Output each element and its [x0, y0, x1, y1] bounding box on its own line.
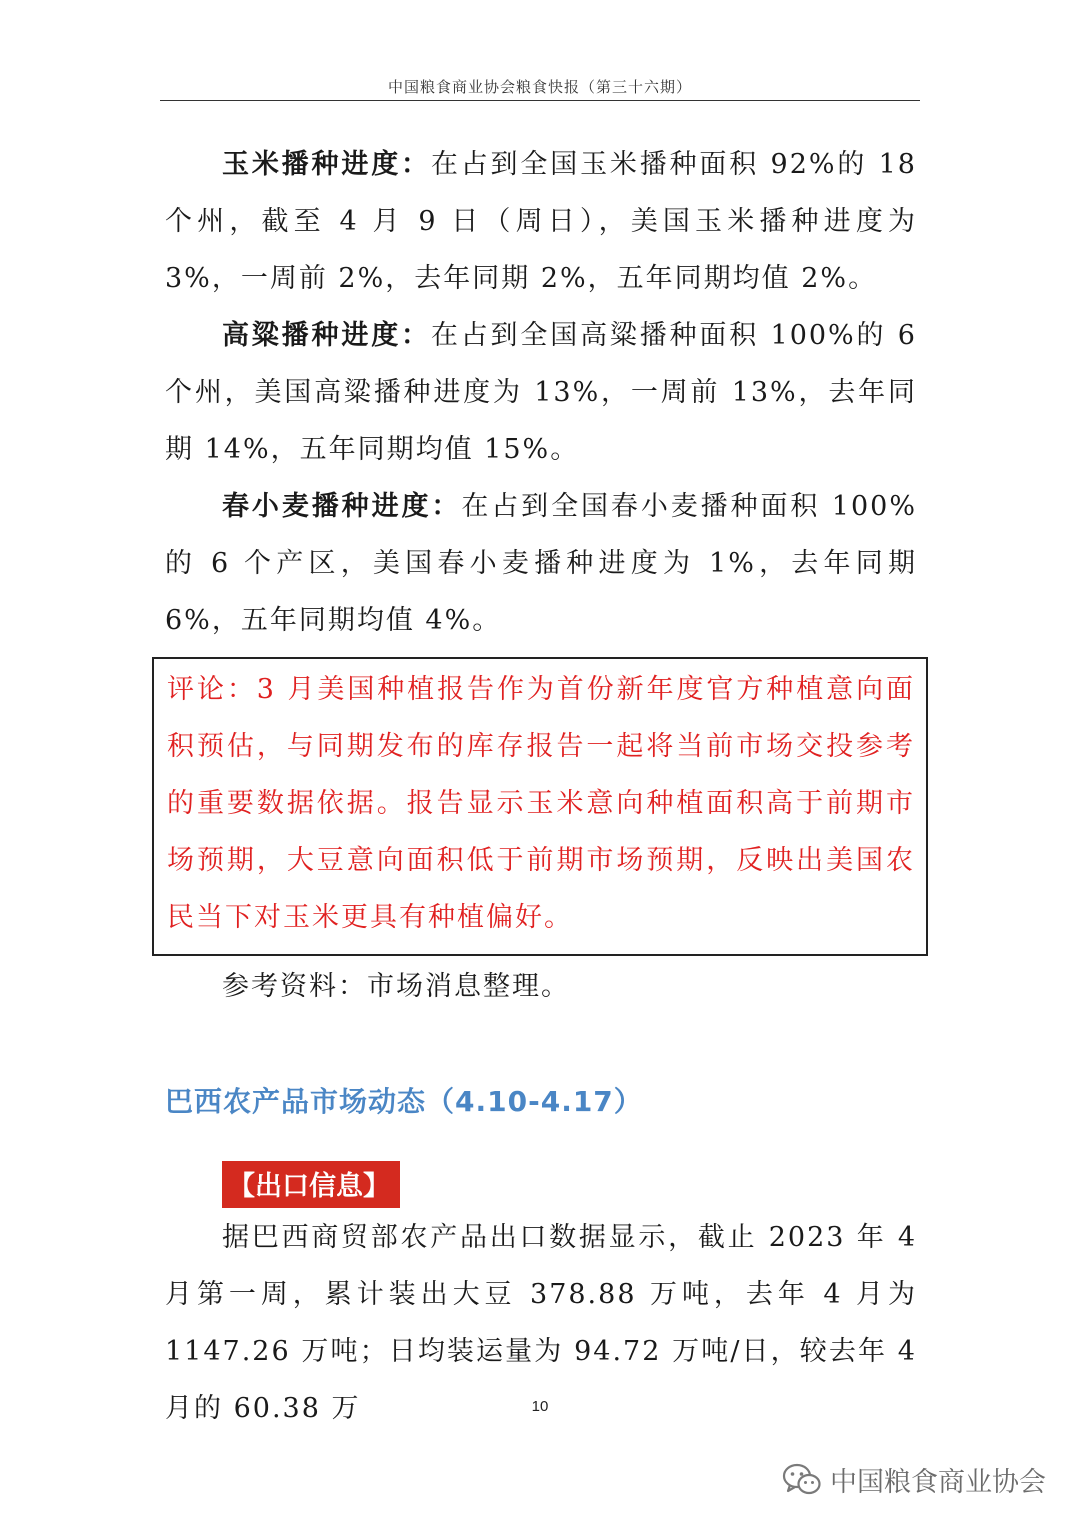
wechat-icon — [782, 1463, 822, 1497]
export-body-paragraph: 据巴西商贸部农产品出口数据显示，截止 2023 年 4 月第一周，累计装出大豆 378.88 万吨，去年 4 月为 1147.26 万吨；日均装运量为 94.72 万吨/日，较去年 4 月的 60.38 万 — [165, 1222, 917, 1424]
source-note: 参考资料：市场消息整理。 — [222, 971, 570, 1002]
sorghum-progress-lead: 高粱播种进度： — [222, 320, 431, 351]
comment-text: 评论：3 月美国种植报告作为首份新年度官方种植意向面积预估，与同期发布的库存报告一起将当前市场交投参考的重要数据依据。报告显示玉米意向种植面积高于前期市场预期，大豆意向面积低于前期市场预期，反映出美国农民当下对玉米更具有种植偏好。 — [167, 674, 915, 933]
watermark-text: 中国粮食商业协会 — [830, 1467, 1046, 1498]
watermark — [782, 1460, 1046, 1499]
corn-progress-lead: 玉米播种进度： — [222, 149, 431, 180]
sorghum-progress-text: 在占到全国高粱播种面积 100%的 6 个州，美国高粱播种进度为 13%，一周前 13%，去年同期 14%，五年同期均值 15%。 — [165, 320, 917, 465]
export-info-tag: 【出口信息】 — [222, 1161, 400, 1208]
header-title: 中国粮食商业协会粮食快报（第三十六期） — [387, 78, 692, 96]
main-content — [165, 136, 917, 1015]
sorghum-progress-paragraph — [165, 307, 917, 478]
spring-wheat-progress-text: 在占到全国春小麦播种面积 100%的 6 个产区，美国春小麦播种进度为 1%，去年同期 6%，五年同期均值 4%。 — [165, 491, 917, 636]
corn-progress-text: 在占到全国玉米播种面积 92%的 18 个州，截至 4 月 9 日（周日），美国玉米播种进度为 3%，一周前 2%，去年同期 2%，五年同期均值 2%。 — [165, 149, 917, 294]
comment-box — [152, 657, 928, 956]
section-heading: 巴西农产品市场动态（4.10-4.17） — [165, 1085, 643, 1118]
header-divider — [160, 100, 920, 101]
page-number: 10 — [531, 1398, 549, 1415]
corn-progress-paragraph — [165, 136, 917, 307]
spring-wheat-progress-lead: 春小麦播种进度： — [222, 491, 462, 522]
spring-wheat-progress-paragraph — [165, 478, 917, 649]
